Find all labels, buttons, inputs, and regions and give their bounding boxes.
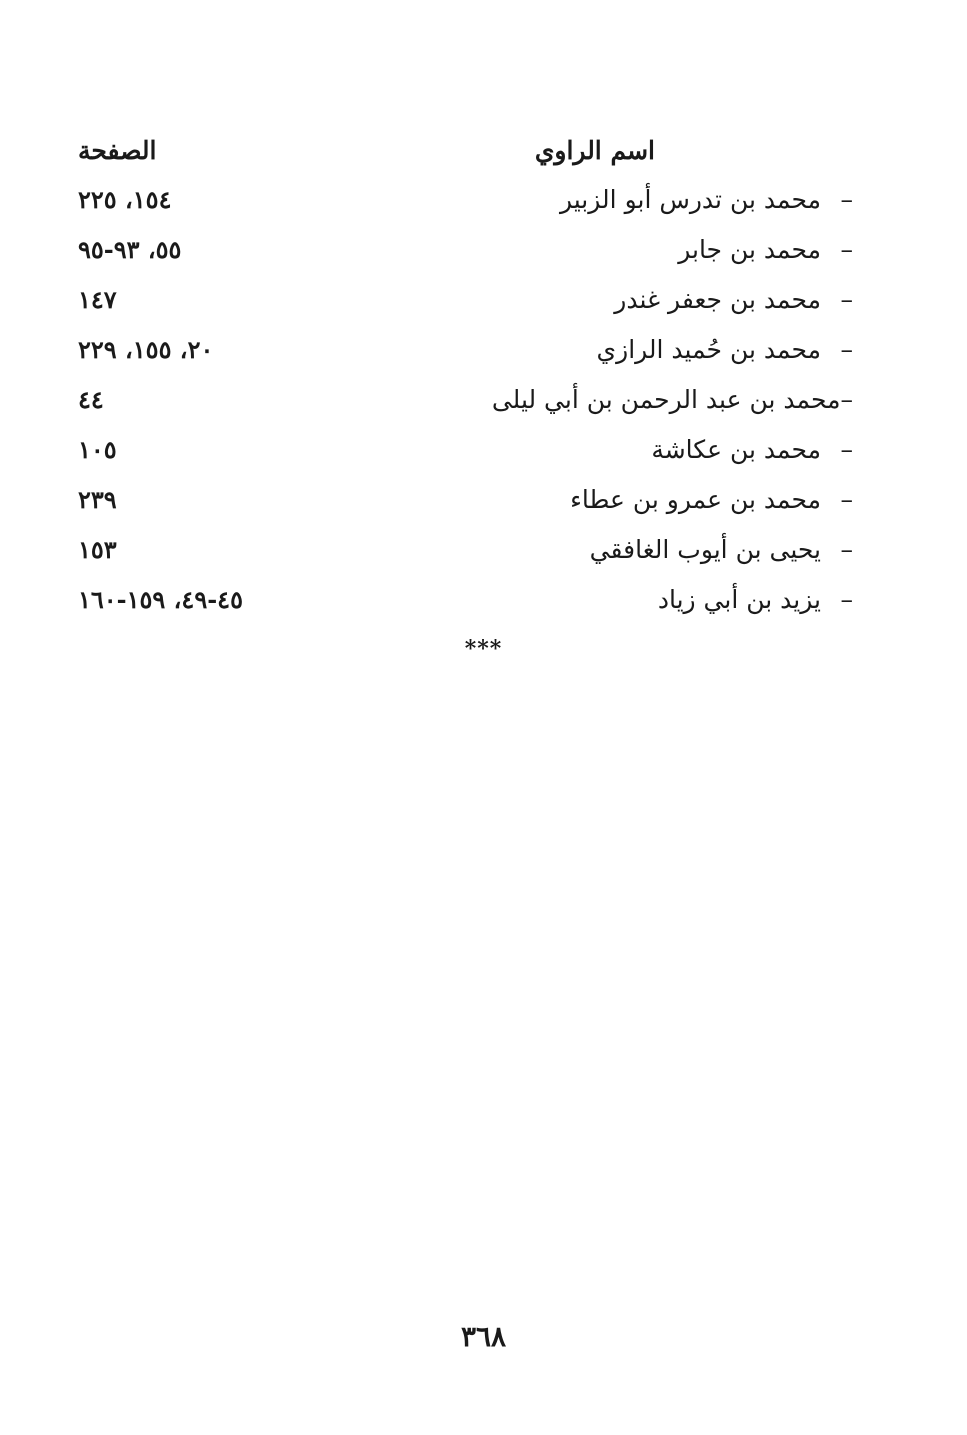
page-references: ١٠٥ [78, 434, 117, 464]
page-number: ٣٦٨ [460, 1320, 507, 1353]
table-row [78, 174, 853, 224]
narrator-name: محمد بن عمرو بن عطاء [570, 484, 821, 514]
name-column-header-label: اسم الراوي [534, 135, 655, 165]
narrator-name: محمد بن عكاشة [651, 434, 821, 464]
table-row [78, 424, 853, 474]
list-dash: – [840, 234, 853, 264]
narrator-name: محمد بن عبد الرحمن بن أبي ليلى [491, 384, 841, 414]
section-separator: *** [464, 636, 503, 662]
narrator-index-table [78, 128, 853, 624]
narrator-name: محمد بن جابر [678, 234, 821, 264]
list-dash: – [840, 184, 853, 214]
list-dash: – [840, 484, 853, 514]
page-references: ٤٥-٤٩، ١٥٩-١٦٠ [78, 584, 243, 614]
list-dash: – [840, 384, 853, 414]
narrator-name: محمد بن جعفر غندر [614, 284, 821, 314]
table-row [78, 274, 853, 324]
table-row [78, 574, 853, 624]
narrator-name: يحيى بن أيوب الغافقي [589, 534, 821, 564]
list-dash: – [840, 584, 853, 614]
list-dash: – [840, 334, 853, 364]
page-references: ٥٥، ٩٣-٩٥ [78, 234, 182, 264]
list-dash: – [840, 284, 853, 314]
page-references: ٢٠، ١٥٥، ٢٢٩ [78, 334, 214, 364]
narrator-name: محمد بن حُميد الرازي [596, 334, 821, 364]
table-row [78, 474, 853, 524]
name-column-header [345, 136, 853, 165]
narrator-name: محمد بن تدرس أبو الزبير [559, 184, 821, 214]
page-references: ١٥٣ [78, 534, 117, 564]
table-row [78, 524, 853, 574]
table-row [78, 224, 853, 274]
page-references: ١٤٧ [78, 284, 117, 314]
table-row [78, 374, 853, 424]
table-header-row [78, 128, 853, 172]
page-references: ٢٣٩ [78, 484, 117, 514]
page-column-header-label: الصفحة [78, 135, 157, 165]
table-row [78, 324, 853, 374]
list-dash: – [840, 434, 853, 464]
page-column-header [78, 136, 345, 165]
list-dash: – [840, 534, 853, 564]
page-references: ٤٤ [78, 384, 104, 414]
page-references: ١٥٤، ٢٢٥ [78, 184, 172, 214]
narrator-name: يزيد بن أبي زياد [657, 584, 821, 614]
